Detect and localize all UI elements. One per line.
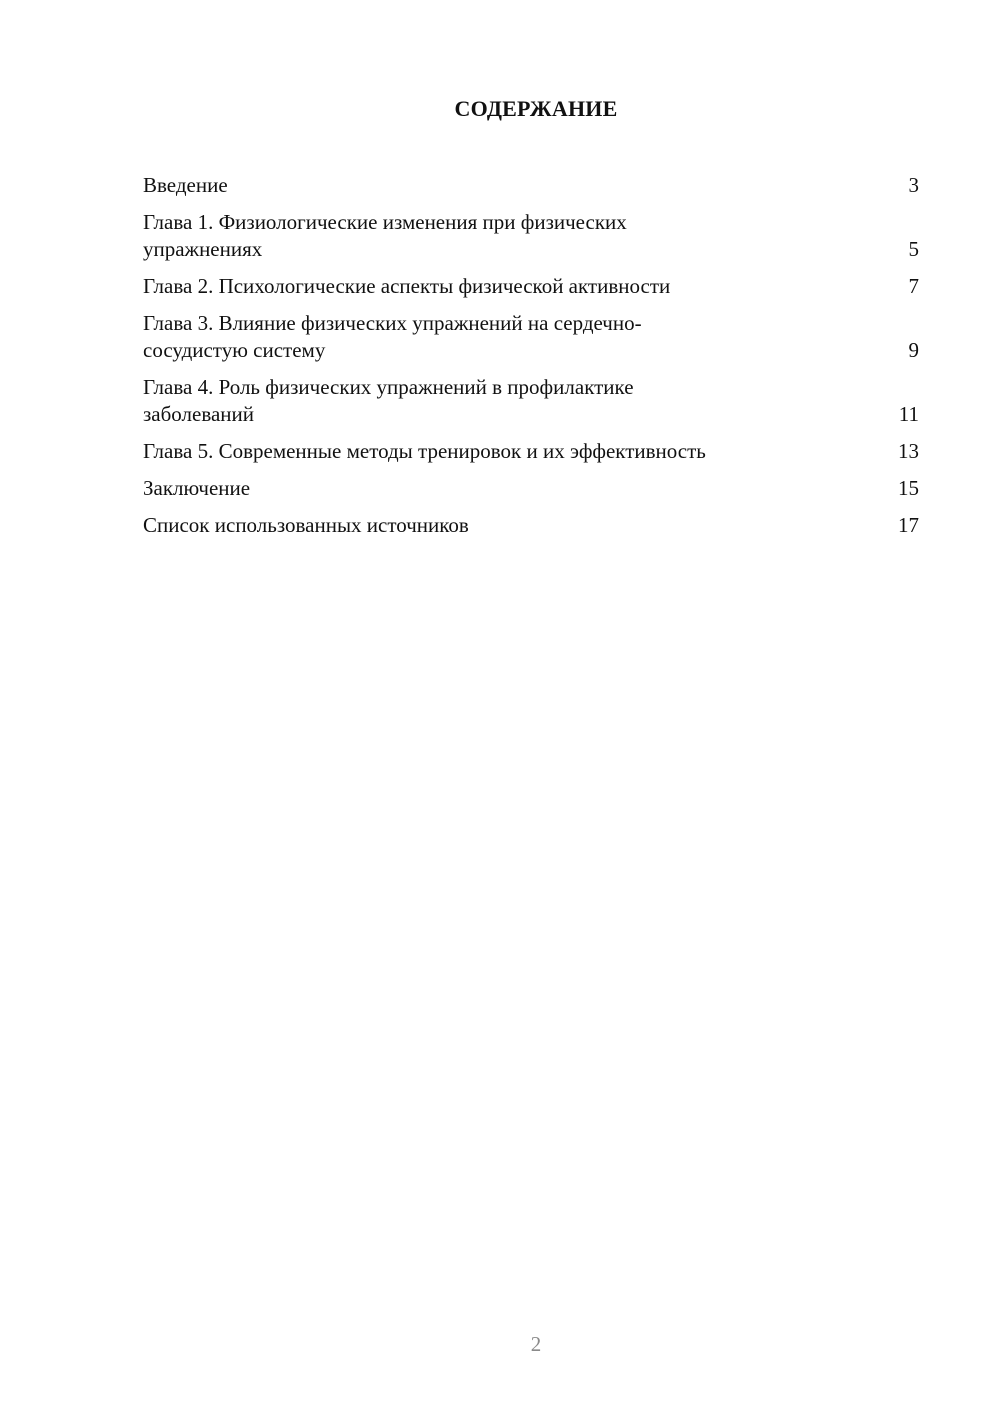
toc-entry-text: Глава 2. Психологические аспекты физической активности [143, 274, 671, 298]
toc-entry-text: Глава 5. Современные методы тренировок и их эффективность [143, 439, 706, 463]
toc-entry-page: 13 [898, 439, 919, 463]
toc-entry-page: 3 [908, 173, 919, 197]
toc-entry-page: 15 [898, 476, 919, 500]
toc-entry-text: Глава 1. Физиологические изменения при физических упражнениях [143, 210, 627, 261]
toc-entry-page: 17 [898, 513, 919, 537]
toc-entry-chapter-2[interactable] [143, 273, 919, 300]
toc-entry-page: 11 [898, 402, 919, 426]
page-title: СОДЕРЖАНИЕ [454, 96, 618, 121]
table-of-contents [143, 172, 919, 549]
toc-entry-chapter-4[interactable] [143, 374, 919, 428]
toc-entry-chapter-1[interactable] [143, 209, 919, 263]
toc-entry-text: Глава 4. Роль физических упражнений в профилактике заболеваний [143, 375, 634, 426]
toc-entry-text: Глава 3. Влияние физических упражнений на сердечно-сосудистую систему [143, 311, 642, 362]
toc-entry-chapter-5[interactable] [143, 438, 919, 465]
page-number: 2 [530, 1332, 542, 1356]
toc-entry-page: 5 [908, 237, 919, 261]
toc-entry-introduction[interactable] [143, 172, 919, 199]
toc-entry-page: 9 [908, 338, 919, 362]
toc-entry-conclusion[interactable] [143, 475, 919, 502]
toc-entry-text: Введение [143, 173, 228, 197]
toc-entry-text: Список использованных источников [143, 513, 469, 537]
toc-entry-page: 7 [908, 274, 919, 298]
toc-entry-text: Заключение [143, 476, 251, 500]
toc-entry-references[interactable] [143, 512, 919, 539]
toc-entry-chapter-3[interactable] [143, 310, 919, 364]
